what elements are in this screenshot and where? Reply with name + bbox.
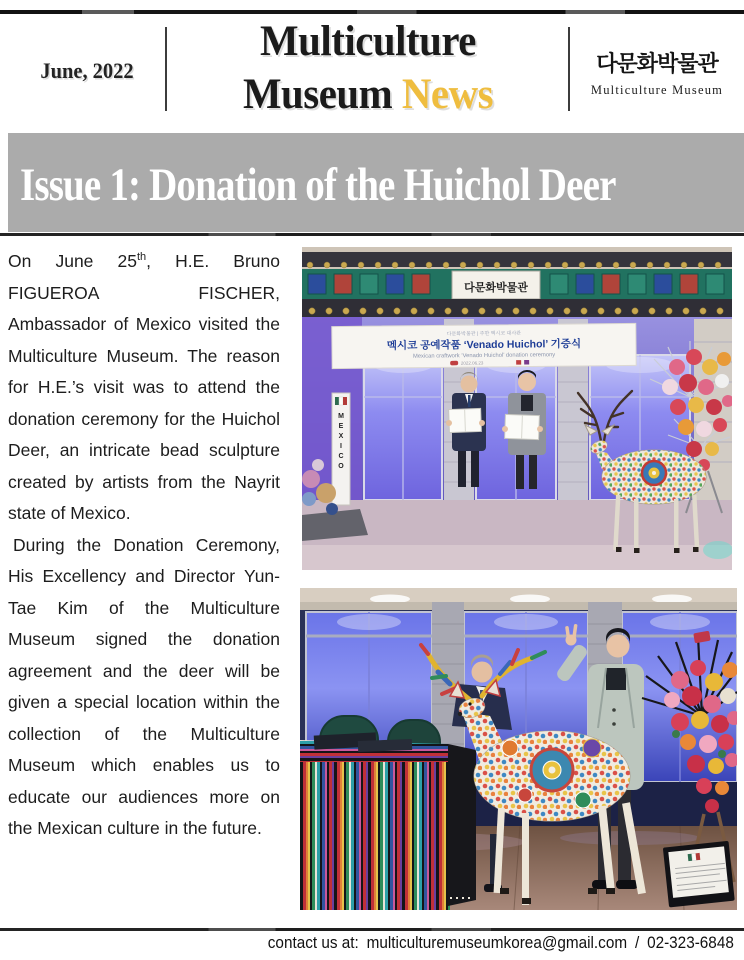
ceremony-banner-sub-text: Mexican craftwork ‘Venado Huichol’ donation ceremony (412, 352, 556, 360)
title-museum: Museum (242, 71, 393, 118)
contact-label: contact us at: (267, 933, 359, 952)
title-news: News (401, 71, 494, 118)
article-paragraph-2: During the Donation Ceremony, His Excellency and Director Yun-Tae Kim of the Multiculture Museum signed the donation agreement and the deer will be given a special location within the collection of the Multiculture Museum which enables us to educate our audiences more on the Mexican culture in the future. (8, 534, 280, 838)
serape-table (300, 732, 476, 910)
mexico-banner-label: MEXICO (337, 413, 345, 473)
logo-calligraphy: 다문화박물관 (596, 51, 718, 76)
ceremony-banner-date: 2022.06.23 (460, 360, 484, 366)
footer (264, 933, 734, 953)
photo-1-illustration (302, 247, 732, 570)
title-line1: Multiculture (260, 18, 476, 65)
article-paragraph-1 (8, 246, 280, 530)
photo-2-illustration (300, 588, 737, 910)
photo-donation-ceremony (302, 247, 732, 570)
issue-date: June, 2022 (40, 58, 134, 83)
contact-separator: / (635, 933, 640, 952)
para1-rest: , H.E. Bruno FIGUEROA FISCHER, Ambassador of Mexico visited the Multiculture Museum. The reason for H.E.’s visit was to attend the donation ceremony for the Huichol Deer, an intricate bead sculpture created by artists from the Nayrit state of Mexico. (8, 251, 280, 523)
ceremony-banner-small-text: 다문화박물관 | 주한 멕시코 대사관 (446, 330, 522, 338)
exhibit-sign (663, 841, 735, 908)
header-rule (0, 233, 744, 236)
ceremony-banner (332, 323, 636, 368)
calligraphy-sign-text: 다문화박물관 (464, 282, 528, 294)
article-text (8, 246, 280, 845)
logo-wordmark: Multiculture Museum (590, 83, 724, 97)
top-divider-bar (0, 10, 744, 14)
hanok-roof (302, 247, 732, 317)
contact-email: multiculturemuseumkorea@gmail.com (366, 933, 628, 952)
masthead-divider-right (568, 27, 570, 111)
ceremony-banner-main-text: 멕시코 공예작품 ‘Venado Huichol’ 기증식 (386, 337, 582, 352)
photo-huichol-deer (300, 588, 737, 910)
issue-banner-title: Issue 1: Donation of the Huichol Deer (20, 159, 616, 211)
masthead-divider-left (165, 27, 167, 111)
para1-start: On June 25 (8, 251, 137, 271)
footer-rule (0, 928, 744, 931)
museum-logo (574, 46, 740, 98)
issue-banner (8, 133, 744, 232)
contact-phone: 02-323-6848 (647, 933, 734, 952)
ceremony-floor (302, 500, 732, 570)
newsletter-title (182, 15, 554, 121)
para1-superscript: th (136, 251, 147, 264)
